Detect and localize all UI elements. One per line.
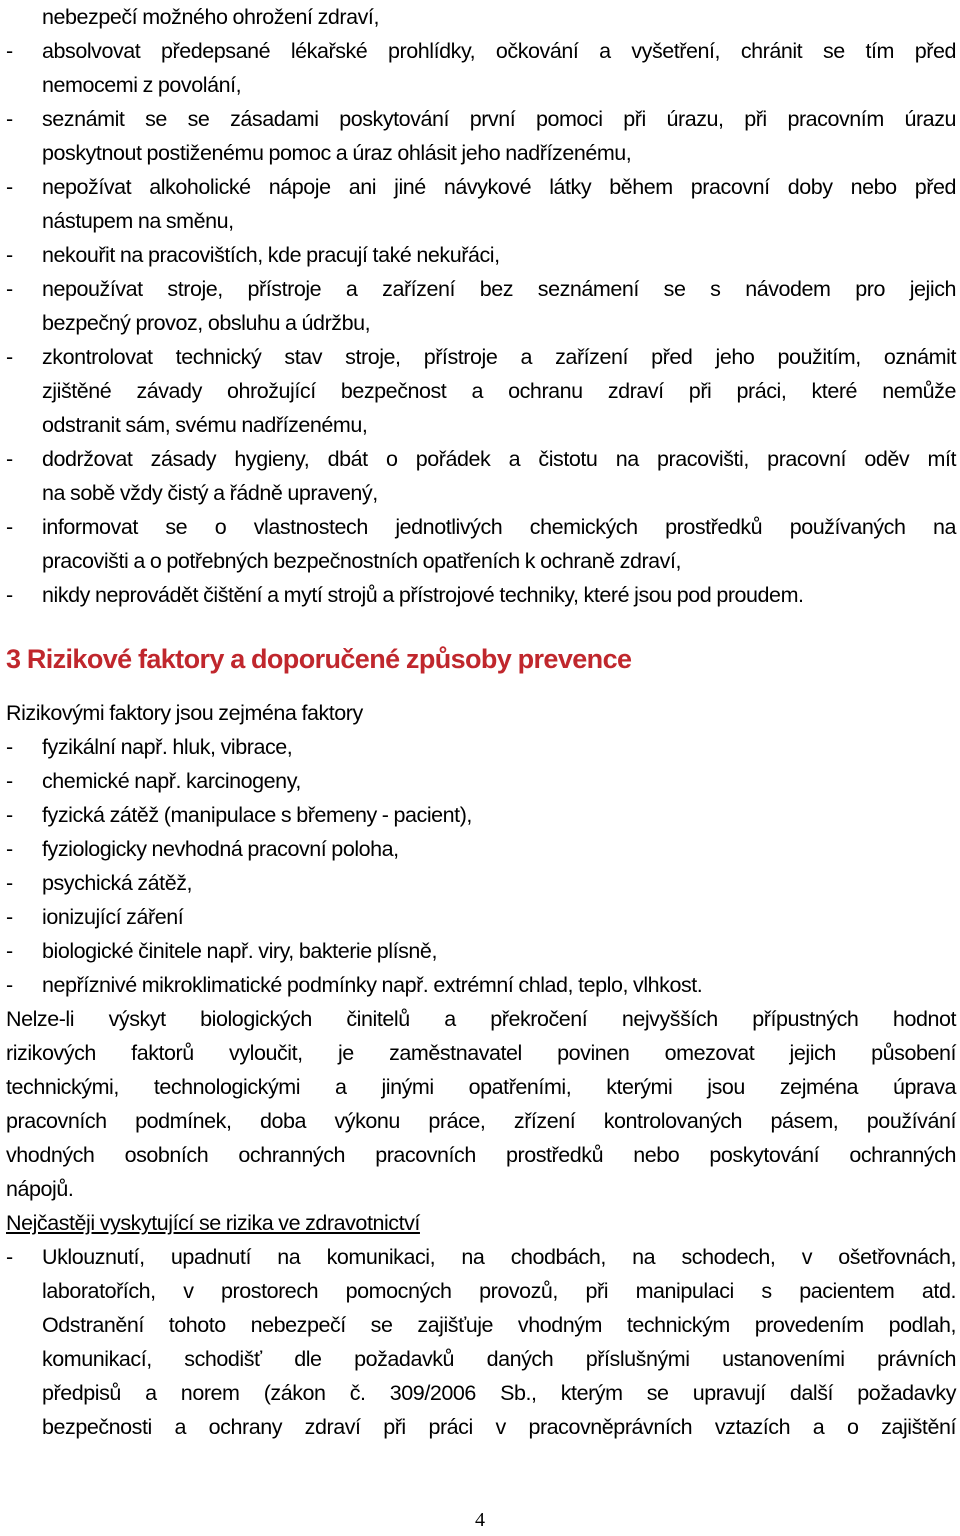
list-item: - seznámit se se zásadami poskytování první pomoci při úrazu, při pracovním úrazu: [6, 107, 956, 131]
paragraph-line: technickými, technologickými a jinými opatřeními, kterými jsou zejména úprava: [6, 1075, 956, 1099]
list-item: - chemické např. karcinogeny,: [6, 769, 301, 793]
risk-intro: Rizikovými faktory jsou zejména faktory: [6, 701, 363, 725]
list-item: - dodržovat zásady hygieny, dbát o pořádek a čistotu na pracovišti, pracovní oděv mít: [6, 447, 956, 471]
list-item-continuation: nástupem na směnu,: [42, 209, 234, 233]
list-item-continuation: Odstranění tohoto nebezpečí se zajišťuje vhodným technickým provedením podlah,: [42, 1313, 956, 1337]
list-item-continuation: pracovišti a o potřebných bezpečnostních opatřeních k ochraně zdraví,: [42, 549, 682, 573]
list-item-continuation: laboratořích, v prostorech pomocných provozů, při manipulaci s pacientem atd.: [42, 1279, 956, 1303]
list-item: - ionizující záření: [6, 905, 184, 929]
list-item: - fyzická zátěž (manipulace s břemeny - pacient),: [6, 803, 472, 827]
risk-factor-list: [6, 730, 956, 1002]
list-item: - nekouřit na pracovištích, kde pracují také nekuřáci,: [6, 243, 500, 267]
list-item-continuation: na sobě vždy čistý a řádně upravený,: [42, 481, 378, 505]
list-item-continuation: předpisů a norem (zákon č. 309/2006 Sb., kterým se upravují další požadavky: [42, 1381, 956, 1405]
list-item: - absolvovat předepsané lékařské prohlídky, očkování a vyšetření, chránit se tím před: [6, 39, 956, 63]
list-item: - biologické činitele např. viry, bakterie plísně,: [6, 939, 437, 963]
list-item-continuation: odstranit sám, svému nadřízenému,: [42, 413, 368, 437]
list-item: - zkontrolovat technický stav stroje, přístroje a zařízení před jeho použitím, oznámit: [6, 345, 956, 369]
list-item: - nepožívat alkoholické nápoje ani jiné návykové látky během pracovní doby nebo před: [6, 175, 956, 199]
healthcare-risks-list: [6, 1240, 956, 1444]
subheading: Nejčastěji vyskytující se rizika ve zdravotnictví: [6, 1211, 420, 1235]
document-body: [6, 0, 956, 1444]
paragraph-line: rizikových faktorů vyloučit, je zaměstnavatel povinen omezovat jejich působení: [6, 1041, 956, 1065]
list-item-continuation: nemocemi z povolání,: [42, 73, 242, 97]
list-item: - fyzikální např. hluk, vibrace,: [6, 735, 293, 759]
list-item-continuation: bezpečný provoz, obsluhu a údržbu,: [42, 311, 371, 335]
prevention-paragraph: [6, 1002, 956, 1206]
list-item-continuation: zjištěné závady ohrožující bezpečnost a ochranu zdraví při práci, které nemůže: [42, 379, 956, 403]
list-item-continuation: poskytnout postiženému pomoc a úraz ohlásit jeho nadřízenému,: [42, 141, 632, 165]
list-item-continuation: nebezpečí možného ohrožení zdraví,: [42, 5, 379, 29]
list-item: - Uklouznutí, upadnutí na komunikaci, na chodbách, na schodech, v ošetřovnách,: [6, 1245, 956, 1269]
paragraph-line: Nelze-li výskyt biologických činitelů a překročení nejvyšších přípustných hodnot: [6, 1007, 956, 1031]
paragraph-line: vhodných osobních ochranných pracovních prostředků nebo poskytování ochranných: [6, 1143, 956, 1167]
list-item: - nepoužívat stroje, přístroje a zařízení bez seznámení se s návodem pro jejich: [6, 277, 956, 301]
safety-duties-list: [6, 0, 956, 612]
list-item-continuation: bezpečnosti a ochrany zdraví při práci v pracovněprávních vztazích a o zajištění: [42, 1415, 956, 1439]
page-number: 4: [475, 1509, 485, 1531]
paragraph-line: nápojů.: [6, 1177, 74, 1201]
list-item: - informovat se o vlastnostech jednotlivých chemických prostředků používaných na: [6, 515, 956, 539]
list-item: - fyziologicky nevhodná pracovní poloha,: [6, 837, 399, 861]
list-item: - psychická zátěž,: [6, 871, 193, 895]
list-item-continuation: komunikací, schodišť dle požadavků daných příslušnými ustanoveními právních: [42, 1347, 956, 1371]
list-item: - nikdy neprovádět čištění a mytí strojů a přístrojové techniky, které jsou pod proudem.: [6, 583, 804, 607]
paragraph-line: pracovních podmínek, doba výkonu práce, zřízení kontrolovaných pásem, používání: [6, 1109, 956, 1133]
section-heading: 3 Rizikové faktory a doporučené způsoby prevence: [6, 644, 632, 674]
list-item: - nepříznivé mikroklimatické podmínky např. extrémní chlad, teplo, vlhkost.: [6, 973, 703, 997]
